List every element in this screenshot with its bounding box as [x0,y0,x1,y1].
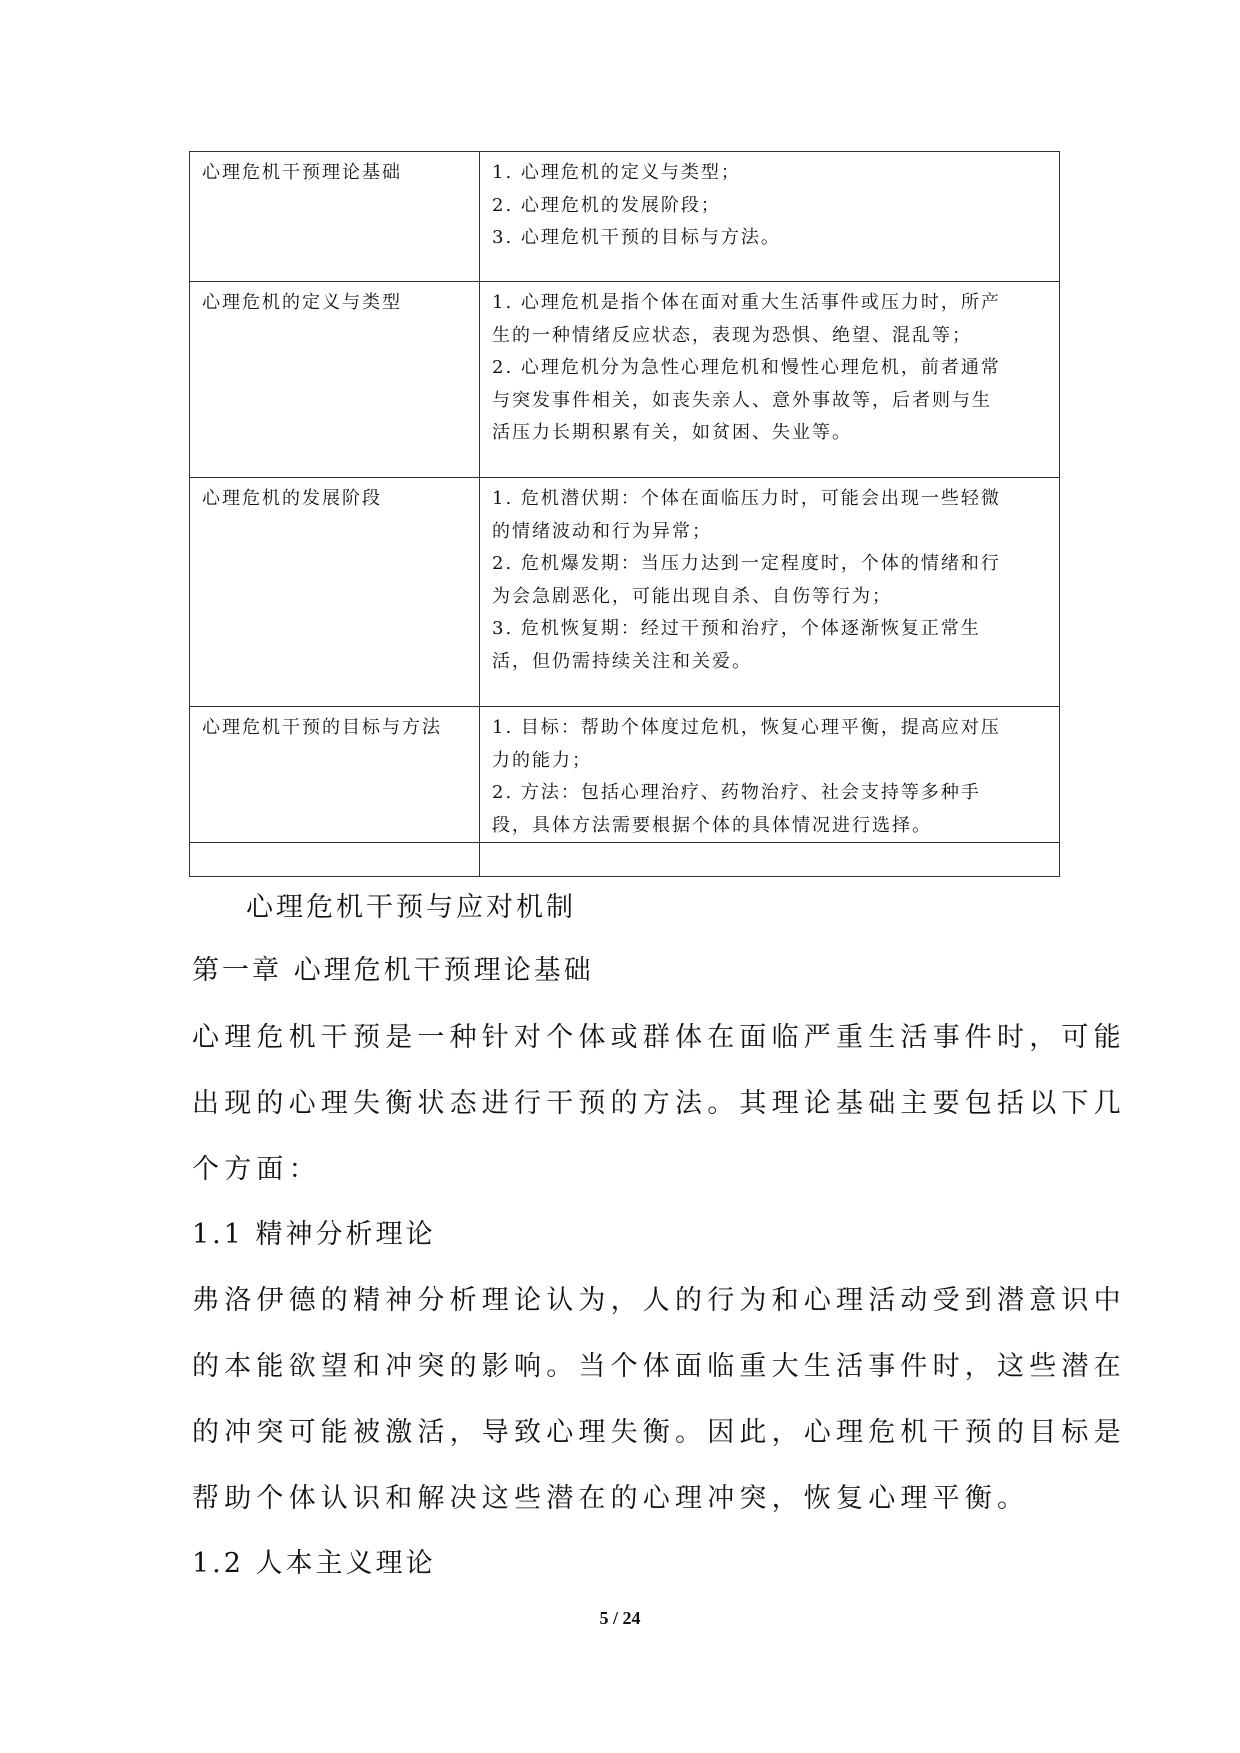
table-cell-content [480,478,1060,707]
topic-label: 心理危机干预理论基础 [202,162,402,183]
table-cell-content [480,707,1060,843]
content-line: 1. 目标：帮助个体度过危机，恢复心理平衡，提高应对压 [492,717,1001,738]
table-row [190,478,1060,707]
section-1-1-paragraph-line: 弗洛伊德的精神分析理论认为，人的行为和心理活动受到潜意识中 [192,1285,1126,1316]
chapter-heading: 第一章 心理危机干预理论基础 [192,955,594,986]
section-1-1-paragraph-line: 帮助个体认识和解决这些潜在的心理冲突，恢复心理平衡。 [192,1483,1030,1514]
section-1-1-paragraph-line: 的本能欲望和冲突的影响。当个体面临重大生活事件时，这些潜在 [192,1351,1126,1382]
table-cell-empty [480,843,1060,877]
table-cell-empty [190,843,480,877]
content-line: 力的能力； [492,749,592,771]
section-1-1-paragraph-line: 的冲突可能被激活，导致心理失衡。因此，心理危机干预的目标是 [192,1417,1126,1448]
content-line: 生的一种情绪反应状态，表现为恐惧、绝望、混乱等； [492,324,972,346]
table-cell-content [480,282,1060,478]
content-line: 1. 危机潜伏期：个体在面临压力时，可能会出现一些轻微 [492,488,1001,509]
topic-label: 心理危机干预的目标与方法 [202,717,442,738]
content-line: 为会急剧恶化，可能出现自杀、自伤等行为； [492,585,892,607]
content-line: 1. 心理危机的定义与类型； [492,162,741,183]
table-cell-topic [190,282,480,478]
intro-paragraph-line: 个方面： [192,1154,321,1185]
content-line: 2. 危机爆发期：当压力达到一定程度时，个体的情绪和行 [492,553,1001,574]
content-line: 3. 危机恢复期：经过干预和治疗，个体逐渐恢复正常生 [492,618,981,639]
table-cell-content [480,152,1060,282]
content-line: 2. 心理危机分为急性心理危机和慢性心理危机，前者通常 [492,357,1001,378]
section-heading-1-2: 1.2 人本主义理论 [192,1548,436,1579]
content-line: 活，但仍需持续关注和关爱。 [492,650,752,672]
content-line: 段，具体方法需要根据个体的具体情况进行选择。 [492,814,932,836]
table-cell-topic [190,707,480,843]
content-line: 2. 方法：包括心理治疗、药物治疗、社会支持等多种手 [492,782,981,803]
table-row [190,282,1060,478]
content-line: 的情绪波动和行为异常； [492,520,712,542]
table-cell-topic [190,478,480,707]
topic-label: 心理危机的发展阶段 [202,488,382,509]
content-line: 与突发事件相关，如丧失亲人、意外事故等，后者则与生 [492,389,992,411]
content-line: 活压力长期积累有关，如贫困、失业等。 [492,422,852,443]
content-line: 1. 心理危机是指个体在面对重大生活事件或压力时，所产 [492,292,1001,313]
page-number: 5 / 24 [599,1608,641,1628]
topic-label: 心理危机的定义与类型 [202,292,402,313]
intro-paragraph-line: 出现的心理失衡状态进行干预的方法。其理论基础主要包括以下几 [192,1088,1126,1119]
content-line: 3. 心理危机干预的目标与方法。 [492,227,781,248]
table-row [190,843,1060,877]
intro-paragraph-line: 心理危机干预是一种针对个体或群体在面临严重生活事件时，可能 [192,1022,1126,1053]
content-line: 2. 心理危机的发展阶段； [492,194,721,216]
table-row [190,152,1060,282]
section-heading-1-1: 1.1 精神分析理论 [192,1219,436,1250]
outline-table [189,151,1060,877]
document-title: 心理危机干预与应对机制 [246,892,576,923]
table-cell-topic [190,152,480,282]
table-row [190,707,1060,843]
